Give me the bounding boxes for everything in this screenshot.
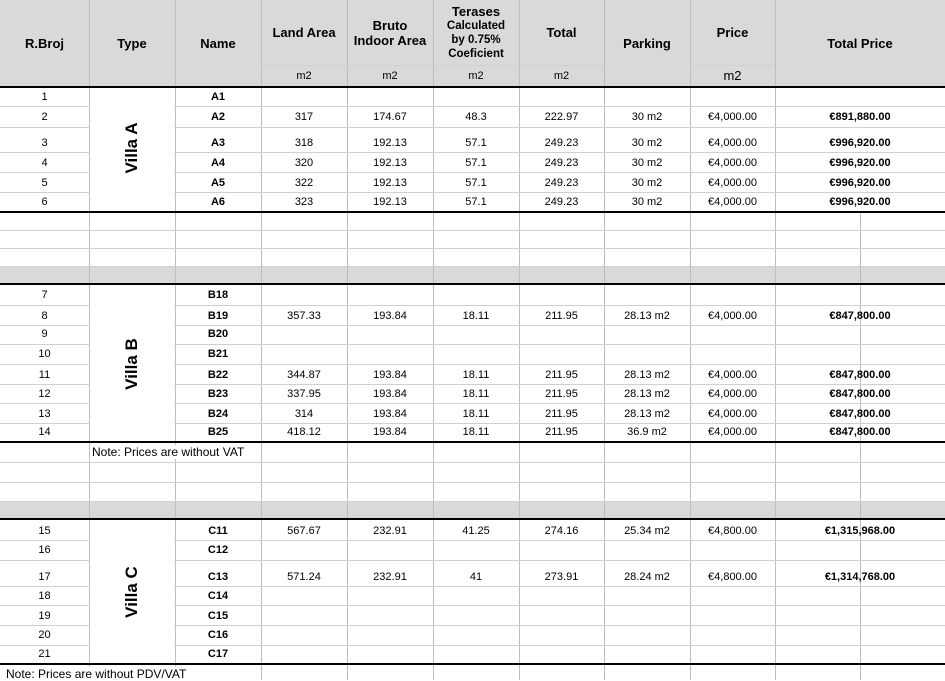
unit-name: A5 bbox=[210, 177, 226, 189]
bruto-area-value: 192.13 bbox=[373, 196, 407, 208]
land-area-value bbox=[261, 646, 347, 662]
parking-value bbox=[604, 326, 690, 342]
unit-name: B20 bbox=[207, 328, 229, 340]
bruto-area-value: 193.84 bbox=[373, 369, 407, 381]
parking-value: 28.24 m2 bbox=[624, 571, 670, 583]
total-price-value bbox=[775, 89, 945, 105]
land-area-value: 337.95 bbox=[287, 388, 321, 400]
header-rbroj: R.Broj bbox=[25, 35, 64, 51]
total-area-value: 211.95 bbox=[545, 426, 578, 438]
row-number: 17 bbox=[38, 571, 51, 583]
unit-name: C15 bbox=[207, 610, 229, 622]
price-value: €4,000.00 bbox=[708, 369, 757, 381]
terases-value bbox=[433, 89, 519, 105]
bruto-area-value: 192.13 bbox=[373, 137, 407, 149]
header-terases bbox=[433, 0, 519, 65]
total-price-value bbox=[775, 627, 945, 643]
row-number: 19 bbox=[38, 610, 51, 622]
terases-value bbox=[433, 646, 519, 662]
total-price-value: €996,920.00 bbox=[829, 157, 891, 169]
land-area-value bbox=[261, 89, 347, 105]
terases-value: 18.11 bbox=[462, 369, 490, 381]
unit-name: B19 bbox=[207, 310, 229, 322]
bruto-area-value: 192.13 bbox=[373, 157, 407, 169]
parking-value: 30 m2 bbox=[631, 137, 663, 149]
row-divider bbox=[0, 482, 945, 483]
unit-name: B23 bbox=[207, 388, 229, 400]
price-value bbox=[690, 89, 775, 105]
parking-value: 28.13 m2 bbox=[624, 388, 670, 400]
parking-value bbox=[604, 646, 690, 662]
total-area-value: 249.23 bbox=[544, 137, 579, 149]
price-value: €4,000.00 bbox=[708, 111, 757, 123]
parking-value bbox=[604, 89, 690, 105]
bruto-area-value: 193.84 bbox=[373, 408, 407, 420]
price-value: €4,000.00 bbox=[708, 426, 757, 438]
total-area-value bbox=[519, 326, 604, 342]
bruto-area-value: 193.84 bbox=[373, 388, 407, 400]
parking-value: 28.13 m2 bbox=[624, 310, 670, 322]
header-total-price: Total Price bbox=[827, 35, 893, 51]
row-number: 21 bbox=[38, 648, 51, 660]
unit-price: m2 bbox=[723, 68, 742, 83]
total-area-value bbox=[519, 542, 604, 558]
total-area-value: 211.95 bbox=[545, 310, 578, 322]
row-number: 18 bbox=[38, 590, 51, 602]
section-border bbox=[0, 663, 945, 665]
total-price-value: €996,920.00 bbox=[829, 137, 891, 149]
terases-value: 41.25 bbox=[462, 525, 490, 537]
terases-value bbox=[433, 588, 519, 604]
price-value: €4,000.00 bbox=[708, 196, 757, 208]
parking-value: 25.34 m2 bbox=[624, 525, 670, 537]
parking-value bbox=[604, 627, 690, 643]
price-value bbox=[690, 588, 775, 604]
terases-value: 41 bbox=[469, 571, 483, 583]
parking-value: 36.9 m2 bbox=[627, 426, 667, 438]
price-value: €4,800.00 bbox=[708, 571, 757, 583]
land-area-value: 322 bbox=[294, 177, 314, 189]
bruto-area-value: 174.67 bbox=[373, 111, 407, 123]
unit-name: C14 bbox=[207, 590, 229, 602]
separator-band bbox=[0, 501, 945, 519]
header-total: Total bbox=[546, 25, 577, 40]
row-number: 10 bbox=[38, 348, 51, 360]
land-area-value: 320 bbox=[294, 157, 314, 169]
header-land-area: Land Area bbox=[272, 25, 336, 40]
price-value: €4,800.00 bbox=[708, 525, 757, 537]
price-value: €4,000.00 bbox=[708, 177, 757, 189]
terases-value: 18.11 bbox=[462, 388, 490, 400]
terases-value: 57.1 bbox=[465, 177, 487, 189]
bruto-area-value bbox=[347, 326, 433, 342]
unit-name: B21 bbox=[207, 348, 229, 360]
terases-value: 18.11 bbox=[462, 426, 490, 438]
parking-value: 28.13 m2 bbox=[624, 369, 670, 381]
header-price: Price bbox=[716, 25, 749, 40]
terases-value: 57.1 bbox=[465, 196, 487, 208]
row-number: 15 bbox=[38, 525, 51, 537]
unit-name: B22 bbox=[207, 369, 229, 381]
header-bruto: Bruto Indoor Area bbox=[353, 17, 427, 48]
row-number: 4 bbox=[41, 157, 48, 169]
row-number: 6 bbox=[41, 196, 48, 208]
land-area-value: 314 bbox=[294, 408, 314, 420]
total-area-value: 211.95 bbox=[545, 408, 578, 420]
total-price-value bbox=[775, 542, 945, 558]
parking-value: 30 m2 bbox=[631, 196, 663, 208]
unit-bruto: m2 bbox=[382, 69, 398, 82]
bruto-area-value: 193.84 bbox=[373, 426, 407, 438]
land-area-value: 418.12 bbox=[287, 426, 321, 438]
land-area-value: 344.87 bbox=[287, 369, 321, 381]
total-area-value: 211.95 bbox=[545, 388, 578, 400]
total-area-value bbox=[519, 89, 604, 105]
total-price-value bbox=[775, 346, 945, 362]
price-value bbox=[690, 287, 775, 303]
price-value bbox=[690, 542, 775, 558]
parking-value bbox=[604, 346, 690, 362]
total-price-value: €1,314,768.00 bbox=[824, 571, 896, 583]
unit-land-area: m2 bbox=[296, 69, 312, 82]
section-border bbox=[0, 441, 945, 443]
row-number: 9 bbox=[41, 328, 48, 340]
total-price-value bbox=[775, 326, 945, 342]
total-area-value bbox=[519, 346, 604, 362]
total-area-value bbox=[519, 608, 604, 624]
total-area-value: 249.23 bbox=[544, 157, 579, 169]
bruto-area-value bbox=[347, 646, 433, 662]
total-price-value bbox=[775, 608, 945, 624]
terases-value bbox=[433, 287, 519, 303]
unit-name: C17 bbox=[207, 648, 229, 660]
separator-band bbox=[0, 266, 945, 284]
land-area-value bbox=[261, 627, 347, 643]
unit-name: C13 bbox=[207, 571, 229, 583]
row-number: 1 bbox=[41, 91, 48, 103]
land-area-value: 567.67 bbox=[287, 525, 321, 537]
parking-value: 30 m2 bbox=[631, 177, 663, 189]
note-vat: Note: Prices are without VAT bbox=[92, 445, 245, 459]
unit-name: C12 bbox=[207, 544, 229, 556]
total-price-value: €847,800.00 bbox=[829, 369, 891, 381]
unit-name: C16 bbox=[207, 629, 229, 641]
row-number: 16 bbox=[38, 544, 51, 556]
unit-name: A2 bbox=[210, 111, 226, 123]
price-value: €4,000.00 bbox=[708, 310, 757, 322]
price-value bbox=[690, 346, 775, 362]
parking-value: 30 m2 bbox=[631, 157, 663, 169]
row-number: 7 bbox=[41, 289, 48, 301]
total-price-value: €996,920.00 bbox=[829, 177, 891, 189]
terases-value bbox=[433, 326, 519, 342]
note-pdv-vat: Note: Prices are without PDV/VAT bbox=[6, 667, 187, 681]
header-parking: Parking bbox=[623, 35, 671, 51]
total-price-value: €891,880.00 bbox=[829, 111, 891, 123]
total-price-value bbox=[775, 646, 945, 662]
section-border bbox=[0, 211, 945, 213]
unit-name: A3 bbox=[210, 137, 226, 149]
row-divider bbox=[261, 65, 604, 66]
land-area-value: 318 bbox=[294, 137, 314, 149]
bruto-area-value bbox=[347, 346, 433, 362]
total-price-value: €847,800.00 bbox=[829, 408, 891, 420]
unit-name: B24 bbox=[207, 408, 229, 420]
unit-name: A6 bbox=[210, 196, 226, 208]
total-area-value bbox=[519, 588, 604, 604]
land-area-value bbox=[261, 608, 347, 624]
villa-b-label: Villa B bbox=[122, 338, 141, 390]
unit-name: A1 bbox=[210, 91, 226, 103]
terases-value: 57.1 bbox=[465, 137, 487, 149]
total-price-value bbox=[775, 287, 945, 303]
parking-value bbox=[604, 608, 690, 624]
row-number: 2 bbox=[41, 111, 48, 123]
villa-c-label: Villa C bbox=[122, 566, 141, 618]
bruto-area-value bbox=[347, 608, 433, 624]
bruto-area-value bbox=[347, 627, 433, 643]
total-area-value: 249.23 bbox=[544, 196, 579, 208]
land-area-value: 571.24 bbox=[287, 571, 321, 583]
bruto-area-value: 232.91 bbox=[373, 525, 407, 537]
land-area-value bbox=[261, 346, 347, 362]
unit-name: C11 bbox=[208, 525, 228, 537]
bruto-area-value: 192.13 bbox=[373, 177, 407, 189]
total-price-value: €1,315,968.00 bbox=[824, 525, 896, 537]
row-number: 11 bbox=[38, 369, 51, 381]
terases-value: 48.3 bbox=[465, 111, 487, 123]
total-area-value: 273.91 bbox=[544, 571, 579, 583]
terases-value bbox=[433, 608, 519, 624]
unit-total: m2 bbox=[553, 69, 570, 82]
total-price-value: €996,920.00 bbox=[829, 196, 891, 208]
row-number: 20 bbox=[38, 629, 51, 641]
total-area-value bbox=[519, 287, 604, 303]
total-area-value: 211.95 bbox=[545, 369, 578, 381]
price-value: €4,000.00 bbox=[708, 408, 757, 420]
row-number: 14 bbox=[38, 426, 51, 438]
price-value bbox=[690, 326, 775, 342]
land-area-value: 323 bbox=[294, 196, 314, 208]
row-number: 3 bbox=[41, 137, 48, 149]
total-area-value bbox=[519, 646, 604, 662]
header-terases-sub: Calculated by 0.75% Coeficient bbox=[446, 20, 506, 60]
unit-name: B25 bbox=[207, 426, 229, 438]
price-value bbox=[690, 646, 775, 662]
bruto-area-value: 193.84 bbox=[373, 310, 407, 322]
row-divider bbox=[0, 501, 945, 502]
row-number: 13 bbox=[38, 408, 51, 420]
bruto-area-value bbox=[347, 287, 433, 303]
bruto-area-value: 232.91 bbox=[373, 571, 407, 583]
price-value bbox=[690, 608, 775, 624]
total-area-value: 222.97 bbox=[544, 111, 579, 123]
row-divider bbox=[690, 65, 775, 66]
price-value: €4,000.00 bbox=[708, 157, 757, 169]
land-area-value bbox=[261, 588, 347, 604]
price-value: €4,000.00 bbox=[708, 137, 757, 149]
land-area-value: 357.33 bbox=[287, 310, 321, 322]
parking-value bbox=[604, 542, 690, 558]
unit-terases: m2 bbox=[468, 69, 484, 82]
parking-value bbox=[604, 588, 690, 604]
unit-name: A4 bbox=[210, 157, 226, 169]
row-divider bbox=[0, 462, 945, 463]
price-value bbox=[690, 627, 775, 643]
header-name: Name bbox=[200, 35, 236, 51]
row-number: 8 bbox=[41, 310, 48, 322]
total-price-value: €847,800.00 bbox=[829, 310, 891, 322]
row-divider bbox=[0, 266, 945, 267]
terases-value: 57.1 bbox=[465, 157, 487, 169]
bruto-area-value bbox=[347, 588, 433, 604]
villa-a-label: Villa A bbox=[122, 122, 141, 174]
total-price-value bbox=[775, 588, 945, 604]
terases-value: 18.11 bbox=[462, 408, 490, 420]
land-area-value bbox=[261, 542, 347, 558]
bruto-area-value bbox=[347, 89, 433, 105]
total-area-value: 274.16 bbox=[544, 525, 579, 537]
row-number: 12 bbox=[38, 388, 51, 400]
bruto-area-value bbox=[347, 542, 433, 558]
terases-value: 18.11 bbox=[462, 310, 490, 322]
land-area-value: 317 bbox=[294, 111, 314, 123]
row-number: 5 bbox=[41, 177, 48, 189]
parking-value: 30 m2 bbox=[631, 111, 663, 123]
terases-value bbox=[433, 627, 519, 643]
unit-name: B18 bbox=[207, 289, 229, 301]
row-divider bbox=[0, 248, 945, 249]
total-price-value: €847,800.00 bbox=[829, 426, 891, 438]
total-area-value bbox=[519, 627, 604, 643]
parking-value: 28.13 m2 bbox=[624, 408, 670, 420]
header-type: Type bbox=[117, 35, 147, 51]
total-price-value: €847,800.00 bbox=[829, 388, 891, 400]
price-value: €4,000.00 bbox=[708, 388, 757, 400]
parking-value bbox=[604, 287, 690, 303]
land-area-value bbox=[261, 326, 347, 342]
total-area-value: 249.23 bbox=[544, 177, 579, 189]
header-terases-title: Terases bbox=[451, 4, 501, 19]
land-area-value bbox=[261, 287, 347, 303]
terases-value bbox=[433, 542, 519, 558]
terases-value bbox=[433, 346, 519, 362]
row-divider bbox=[0, 230, 945, 231]
